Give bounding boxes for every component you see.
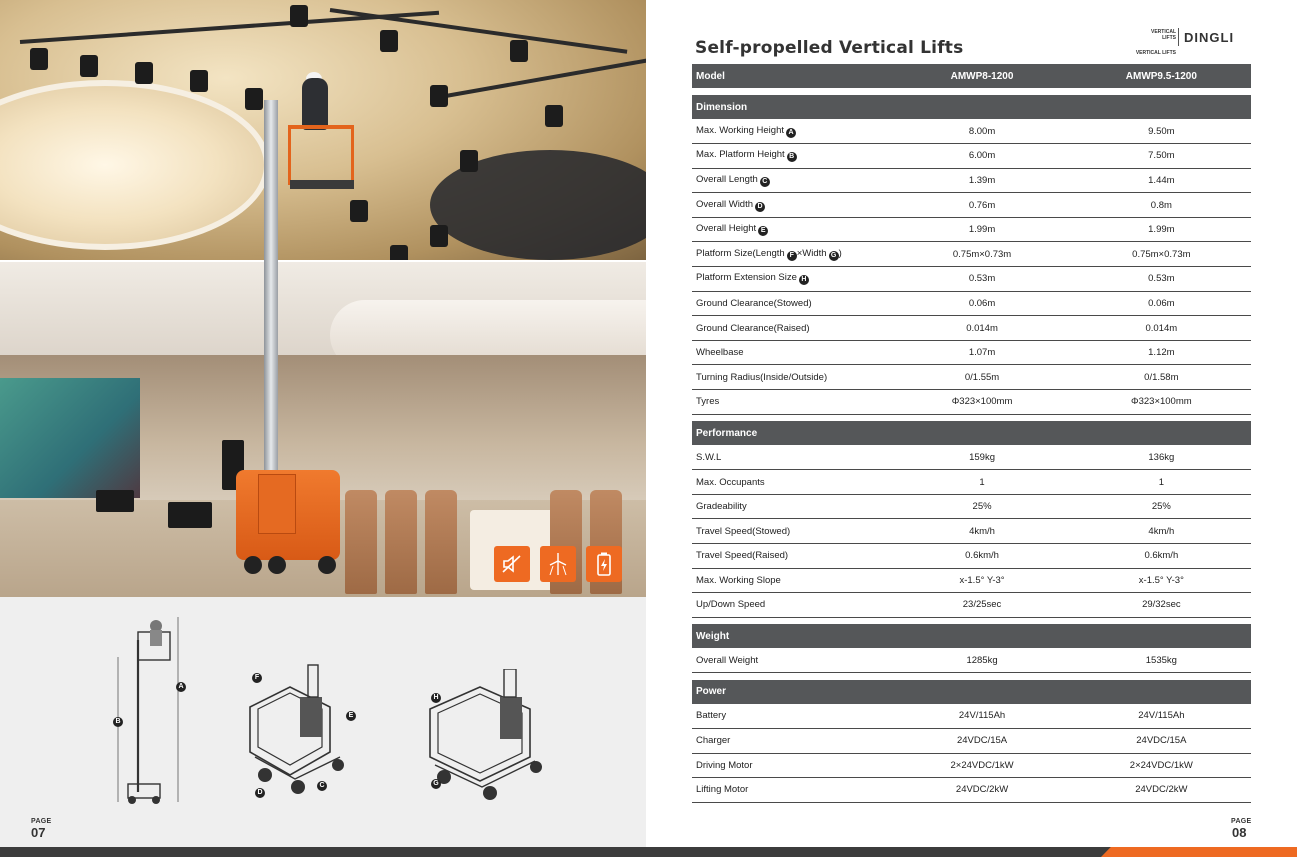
speaker: [96, 490, 134, 512]
stage-light: [430, 225, 448, 247]
table-row: [692, 728, 1251, 753]
section-title: Dimension: [692, 95, 1251, 119]
lift-platform-cage: [288, 125, 354, 185]
spec-label-cell: [692, 365, 892, 390]
spec-value-model-1: 0.75m×0.73m: [892, 242, 1071, 267]
stage-light: [290, 5, 308, 27]
spec-label: Gradeability: [696, 501, 747, 513]
spec-label-cell: [692, 568, 892, 593]
spec-label: Max. Working Height: [696, 124, 784, 136]
table-row: [692, 144, 1251, 169]
spec-value-model-1: 8.00m: [892, 119, 1071, 144]
table-row: [692, 217, 1251, 242]
spec-label: Platform Size(Length: [696, 247, 785, 259]
table-row: [692, 753, 1251, 778]
header-model-2: AMWP9.5-1200: [1072, 64, 1251, 88]
section-gap-cell: [692, 617, 1251, 624]
section-gap-cell: [692, 414, 1251, 421]
spec-value-model-1: 0.6km/h: [892, 544, 1071, 569]
spec-label: Turning Radius(Inside/Outside): [696, 371, 828, 383]
dimension-badge: G: [829, 251, 839, 261]
section-gap-cell: [692, 673, 1251, 680]
battery-charge-icon: [586, 546, 622, 582]
spec-value-model-2: 0.014m: [1072, 316, 1251, 341]
chair: [345, 490, 377, 594]
lift-platform-floor: [290, 180, 354, 189]
spec-label-end: ): [838, 247, 842, 259]
spec-value-model-2: 24VDC/15A: [1072, 728, 1251, 753]
table-row: [692, 168, 1251, 193]
stage-light: [545, 105, 563, 127]
side-elevation-drawing: [108, 612, 198, 822]
spec-value-model-2: Φ323×100mm: [1072, 390, 1251, 415]
header-model-1: AMWP8-1200: [892, 64, 1071, 88]
spec-label-cell: [692, 144, 892, 169]
spec-label-cell: [692, 519, 892, 544]
spec-value-model-2: 0.75m×0.73m: [1072, 242, 1251, 267]
spec-label: Overall Width: [696, 198, 754, 210]
stage-light: [510, 40, 528, 62]
page-number: 08: [1232, 825, 1247, 840]
spec-label-cell: [692, 291, 892, 316]
section-gap: [692, 88, 1251, 95]
dim-label-h: H: [431, 693, 441, 703]
spec-value-model-2: 25%: [1072, 494, 1251, 519]
spec-label: Charger: [696, 735, 731, 747]
hero-photo: [0, 0, 646, 597]
section-header-row: [692, 624, 1251, 648]
table-row: [692, 470, 1251, 495]
lift-wheel: [268, 556, 286, 574]
spec-value-model-1: 0.014m: [892, 316, 1071, 341]
spec-value-model-2: 1.44m: [1072, 168, 1251, 193]
spec-label: Overall Length: [696, 173, 758, 185]
spec-value-model-2: 7.50m: [1072, 144, 1251, 169]
dim-label-f: F: [252, 673, 262, 683]
table-row: [692, 365, 1251, 390]
spec-value-model-1: 25%: [892, 494, 1071, 519]
section-gap-cell: [692, 88, 1251, 95]
spec-label-cell: [692, 193, 892, 218]
stage-light: [350, 200, 368, 222]
spec-value-model-1: 6.00m: [892, 144, 1071, 169]
spec-label: Platform Extension Size: [696, 272, 797, 284]
right-page: [646, 0, 1297, 857]
worker: [302, 78, 328, 130]
spec-value-model-1: 0.06m: [892, 291, 1071, 316]
table-row: [692, 778, 1251, 803]
spec-label-cell: [692, 593, 892, 618]
table-row: [692, 340, 1251, 365]
table-row: [692, 568, 1251, 593]
table-row: [692, 193, 1251, 218]
dim-label-g: G: [431, 779, 441, 789]
section-title: Weight: [692, 624, 1251, 648]
dimension-badge: H: [799, 275, 809, 285]
spec-label-cell: [692, 340, 892, 365]
stage-light: [30, 48, 48, 70]
stage-light: [190, 70, 208, 92]
section-title: Performance: [692, 421, 1251, 445]
section-gap: [692, 414, 1251, 421]
stage-light: [245, 88, 263, 110]
spec-label-cell: [692, 470, 892, 495]
eco-wind-turbine-icon: [540, 546, 576, 582]
spec-label: Up/Down Speed: [696, 599, 766, 611]
spec-label: Overall Height: [696, 223, 757, 235]
spec-value-model-1: 4km/h: [892, 519, 1071, 544]
page-label: PAGE: [1231, 818, 1252, 825]
technical-drawings: [0, 597, 646, 847]
table-row: [692, 519, 1251, 544]
spec-label-cell: [692, 544, 892, 569]
table-row: [692, 119, 1251, 144]
spec-label-cell: [692, 778, 892, 803]
table-row: [692, 291, 1251, 316]
spec-value-model-1: 0.53m: [892, 267, 1071, 292]
spec-value-model-2: 2×24VDC/1kW: [1072, 753, 1251, 778]
table-row: [692, 445, 1251, 470]
table-row: [692, 242, 1251, 267]
spec-value-model-2: 0.6km/h: [1072, 544, 1251, 569]
dimension-badge: B: [787, 152, 797, 162]
lift-wheel: [244, 556, 262, 574]
spec-label: Max. Platform Height: [696, 149, 785, 161]
table-row: [692, 267, 1251, 292]
brand-sub-mid: LIFTS: [1162, 35, 1176, 41]
section-title: Power: [692, 680, 1251, 704]
spec-value-model-2: 136kg: [1072, 445, 1251, 470]
spec-label: Wheelbase: [696, 347, 744, 359]
spec-label-cell: [692, 445, 892, 470]
spec-value-model-1: 0/1.55m: [892, 365, 1071, 390]
table-row: [692, 544, 1251, 569]
spec-value-model-2: 9.50m: [1072, 119, 1251, 144]
specifications-table: [692, 64, 1251, 803]
spec-label-cell: [692, 119, 892, 144]
spec-label: Max. Occupants: [696, 476, 765, 488]
spec-label-cell: [692, 648, 892, 673]
isometric-stowed-drawing: [230, 657, 360, 797]
dim-label-a: A: [176, 682, 186, 692]
stage-light: [80, 55, 98, 77]
dimension-badge: C: [760, 177, 770, 187]
brand-logo: [1126, 26, 1256, 60]
spec-value-model-2: x-1.5° Y-3°: [1072, 568, 1251, 593]
dimension-badge: A: [786, 128, 796, 138]
spec-value-model-1: 159kg: [892, 445, 1071, 470]
spec-value-model-1: 1: [892, 470, 1071, 495]
spec-value-model-1: Φ323×100mm: [892, 390, 1071, 415]
brand-divider: [1178, 28, 1179, 46]
spec-label: Lifting Motor: [696, 784, 749, 796]
spec-value-model-2: 0/1.58m: [1072, 365, 1251, 390]
lift-mast: [264, 100, 278, 470]
dim-label-e: E: [346, 711, 356, 721]
spec-value-model-2: 24V/115Ah: [1072, 704, 1251, 729]
section-header-row: [692, 95, 1251, 119]
section-gap: [692, 673, 1251, 680]
dim-label-c: C: [317, 781, 327, 791]
chair: [425, 490, 457, 594]
footer-bar: [0, 847, 646, 857]
spec-value-model-2: 0.06m: [1072, 291, 1251, 316]
table-row: [692, 494, 1251, 519]
section-gap: [692, 617, 1251, 624]
lift-wheel: [318, 556, 336, 574]
table-row: [692, 390, 1251, 415]
table-header-row: [692, 64, 1251, 88]
spec-label-mid: ×Width: [796, 247, 827, 259]
spec-value-model-1: 1.39m: [892, 168, 1071, 193]
stage-light: [135, 62, 153, 84]
spec-label: S.W.L: [696, 451, 722, 463]
spec-value-model-1: 0.76m: [892, 193, 1071, 218]
spec-label-cell: [692, 704, 892, 729]
brand-name: DINGLI: [1184, 30, 1235, 45]
video-screen: [0, 378, 140, 498]
dimension-badge: D: [755, 202, 765, 212]
stage-light: [430, 85, 448, 107]
page-number: 07: [31, 825, 46, 840]
spec-value-model-2: 4km/h: [1072, 519, 1251, 544]
brand-sub-bottom: VERTICAL LIFTS: [1135, 50, 1176, 56]
spec-value-model-2: 1.12m: [1072, 340, 1251, 365]
table-row: [692, 593, 1251, 618]
spec-value-model-1: 1.07m: [892, 340, 1071, 365]
spec-label-cell: [692, 316, 892, 341]
spec-label: Tyres: [696, 396, 720, 408]
page-title: Self-propelled Vertical Lifts: [695, 38, 964, 58]
stage-light: [380, 30, 398, 52]
spec-label-cell: [692, 494, 892, 519]
dim-label-d: D: [255, 788, 265, 798]
speaker: [168, 502, 212, 528]
mute-speaker-icon: [494, 546, 530, 582]
spec-label: Overall Weight: [696, 654, 759, 666]
spec-label-cell: [692, 753, 892, 778]
spec-label-cell: [692, 168, 892, 193]
page-label: PAGE: [31, 818, 52, 825]
left-page: [0, 0, 646, 857]
table-row: [692, 648, 1251, 673]
spec-label: Driving Motor: [696, 759, 753, 771]
table-row: [692, 316, 1251, 341]
spec-value-model-1: 2×24VDC/1kW: [892, 753, 1071, 778]
stage-light: [460, 150, 478, 172]
spec-label-cell: [692, 390, 892, 415]
spec-value-model-2: 1.99m: [1072, 217, 1251, 242]
spec-value-model-1: 24VDC/2kW: [892, 778, 1071, 803]
spec-label: Ground Clearance(Raised): [696, 322, 810, 334]
dimension-badge: F: [787, 251, 797, 261]
spec-value-model-2: 29/32sec: [1072, 593, 1251, 618]
header-model-label: Model: [692, 64, 892, 88]
spec-label-cell: [692, 728, 892, 753]
brand-sub-top: VERTICAL: [1151, 29, 1176, 35]
spec-value-model-2: 1: [1072, 470, 1251, 495]
spec-value-model-2: 1535kg: [1072, 648, 1251, 673]
section-header-row: [692, 680, 1251, 704]
spec-label-cell: [692, 217, 892, 242]
spec-label-cell: [692, 267, 892, 292]
spec-value-model-2: 0.8m: [1072, 193, 1251, 218]
lift-control-box: [258, 474, 296, 534]
dimension-badge: E: [758, 226, 768, 236]
spec-value-model-1: 24VDC/15A: [892, 728, 1071, 753]
footer-accent: [1101, 847, 1297, 857]
spec-value-model-1: x-1.5° Y-3°: [892, 568, 1071, 593]
spec-value-model-2: 0.53m: [1072, 267, 1251, 292]
spec-label: Battery: [696, 710, 727, 722]
spec-label: Travel Speed(Raised): [696, 550, 789, 562]
spec-value-model-1: 24V/115Ah: [892, 704, 1071, 729]
spec-label: Ground Clearance(Stowed): [696, 297, 812, 309]
table-row: [692, 704, 1251, 729]
spec-value-model-2: 24VDC/2kW: [1072, 778, 1251, 803]
spec-value-model-1: 23/25sec: [892, 593, 1071, 618]
spec-label-cell: [692, 242, 892, 267]
spec-label: Max. Working Slope: [696, 574, 781, 586]
spec-label: Travel Speed(Stowed): [696, 525, 791, 537]
spec-value-model-1: 1285kg: [892, 648, 1071, 673]
chair: [385, 490, 417, 594]
spec-value-model-1: 1.99m: [892, 217, 1071, 242]
section-header-row: [692, 421, 1251, 445]
dim-label-b: B: [113, 717, 123, 727]
